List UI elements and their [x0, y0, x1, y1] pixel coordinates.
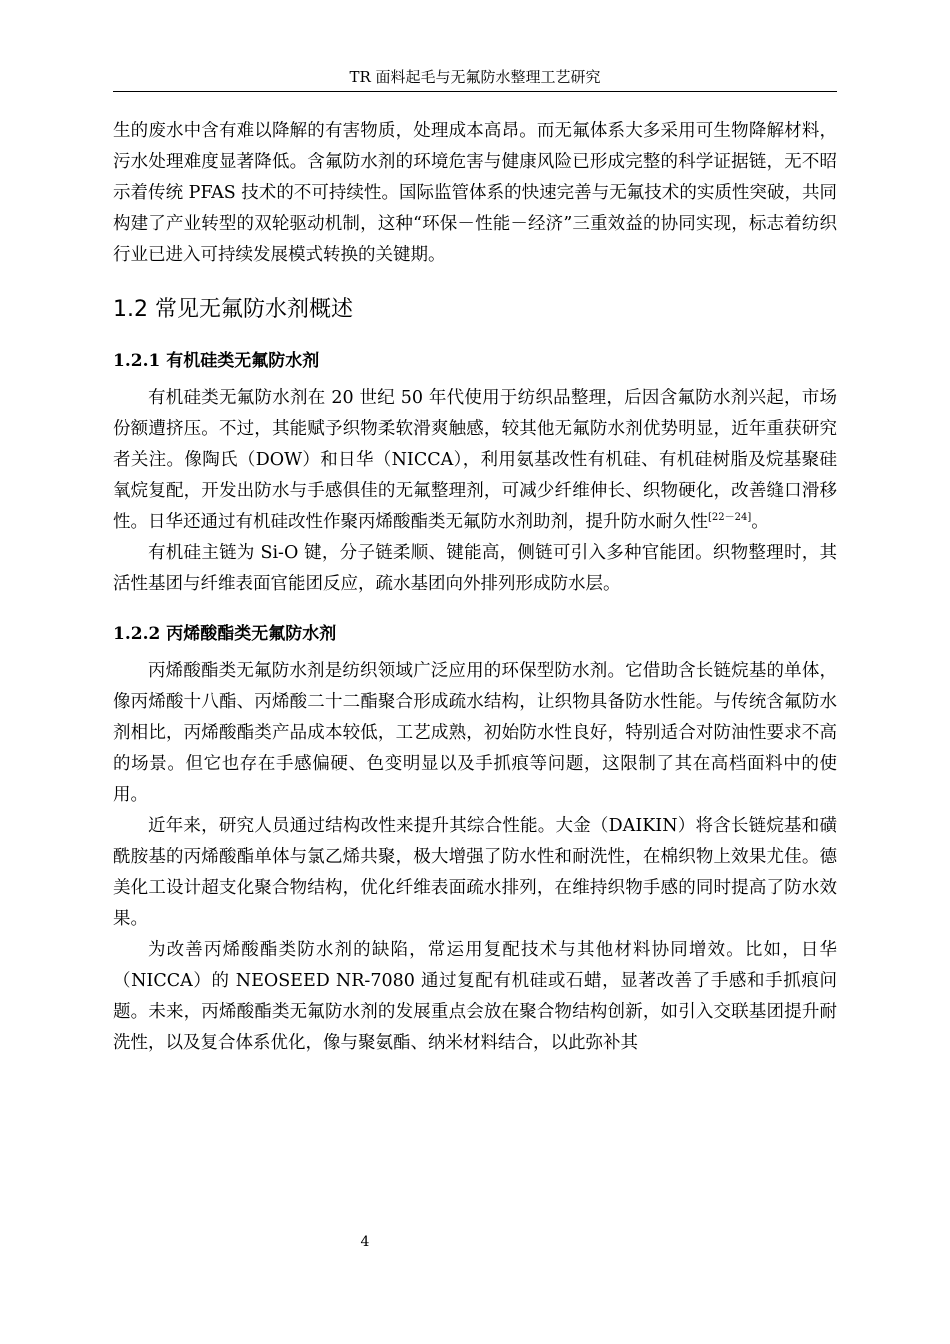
page-body	[113, 116, 837, 1059]
intro-paragraph: 生的废水中含有难以降解的有害物质，处理成本高昂。而无氟体系大多采用可生物降解材料，污水处理难度显著降低。含氟防水剂的环境危害与健康风险已形成完整的科学证据链，无不昭示着传统 PFAS 技术的不可持续性。国际监管体系的快速完善与无氟技术的实质性突破，共同构建了产业转型的双轮驱动机制，这种“环保－性能－经济”三重效益的协同实现，标志着纺织行业已进入可持续发展模式转换的关键期。	[113, 121, 837, 265]
subsection-heading-silicone: 1.2.1 有机硅类无氟防水剂	[113, 351, 320, 371]
subsection-heading-acrylate: 1.2.2 丙烯酸酯类无氟防水剂	[113, 624, 337, 644]
running-header: TR 面料起毛与无氟防水整理工艺研究	[349, 68, 601, 86]
acrylate-paragraph-1: 丙烯酸酯类无氟防水剂是纺织领域广泛应用的环保型防水剂。它借助含长链烷基的单体，像丙烯酸十八酯、丙烯酸二十二酯聚合形成疏水结构，让织物具备防水性能。与传统含氟防水剂相比，丙烯酸酯类产品成本较低，工艺成熟，初始防水性良好，特别适合对防油性要求不高的场景。但它也存在手感偏硬、色变明显以及手抓痕等问题，这限制了其在高档面料中的使用。	[113, 661, 837, 805]
section-heading: 1.2 常见无氟防水剂概述	[113, 297, 353, 322]
silicone-paragraph-2: 有机硅主链为 Si-O 键，分子链柔顺、键能高，侧链可引入多种官能团。织物整理时，其活性基团与纤维表面官能团反应，疏水基团向外排列形成防水层。	[113, 543, 837, 594]
header-rule	[113, 91, 837, 92]
page-number: 4	[360, 1234, 370, 1250]
silicone-paragraph-1-text: 有机硅类无氟防水剂在 20 世纪 50 年代使用于纺织品整理，后因含氟防水剂兴起，市场份额遭挤压。不过，其能赋予织物柔软滑爽触感，较其他无氟防水剂优势明显，近年重获研究者关注。像陶氏（DOW）和日华（NICCA），利用氨基改性有机硅、有机硅树脂及烷基聚硅氧烷复配，开发出防水与手感俱佳的无氟整理剂，可减少纤维伸长、织物硬化，改善缝口滑移性。日华还通过有机硅改性作聚丙烯酸酯类无氟防水剂助剂，提升防水耐久性	[113, 388, 837, 532]
acrylate-paragraph-2: 近年来，研究人员通过结构改性来提升其综合性能。大金（DAIKIN）将含长链烷基和磺酰胺基的丙烯酸酯单体与氯乙烯共聚，极大增强了防水性和耐洗性，在棉织物上效果尤佳。德美化工设计超支化聚合物结构，优化纤维表面疏水排列，在维持织物手感的同时提高了防水效果。	[113, 816, 837, 929]
silicone-paragraph-1	[113, 383, 837, 538]
silicone-paragraph-1-end: 。	[751, 512, 769, 532]
citation-ref: [22－24]	[708, 512, 752, 524]
acrylate-paragraph-3: 为改善丙烯酸酯类防水剂的缺陷，常运用复配技术与其他材料协同增效。比如，日华（NICCA）的 NEOSEED NR-7080 通过复配有机硅或石蜡，显著改善了手感和手抓痕问题。未来，丙烯酸酯类无氟防水剂的发展重点会放在聚合物结构创新，如引入交联基团提升耐洗性，以及复合体系优化，像与聚氨酯、纳米材料结合，以此弥补其	[113, 940, 837, 1053]
